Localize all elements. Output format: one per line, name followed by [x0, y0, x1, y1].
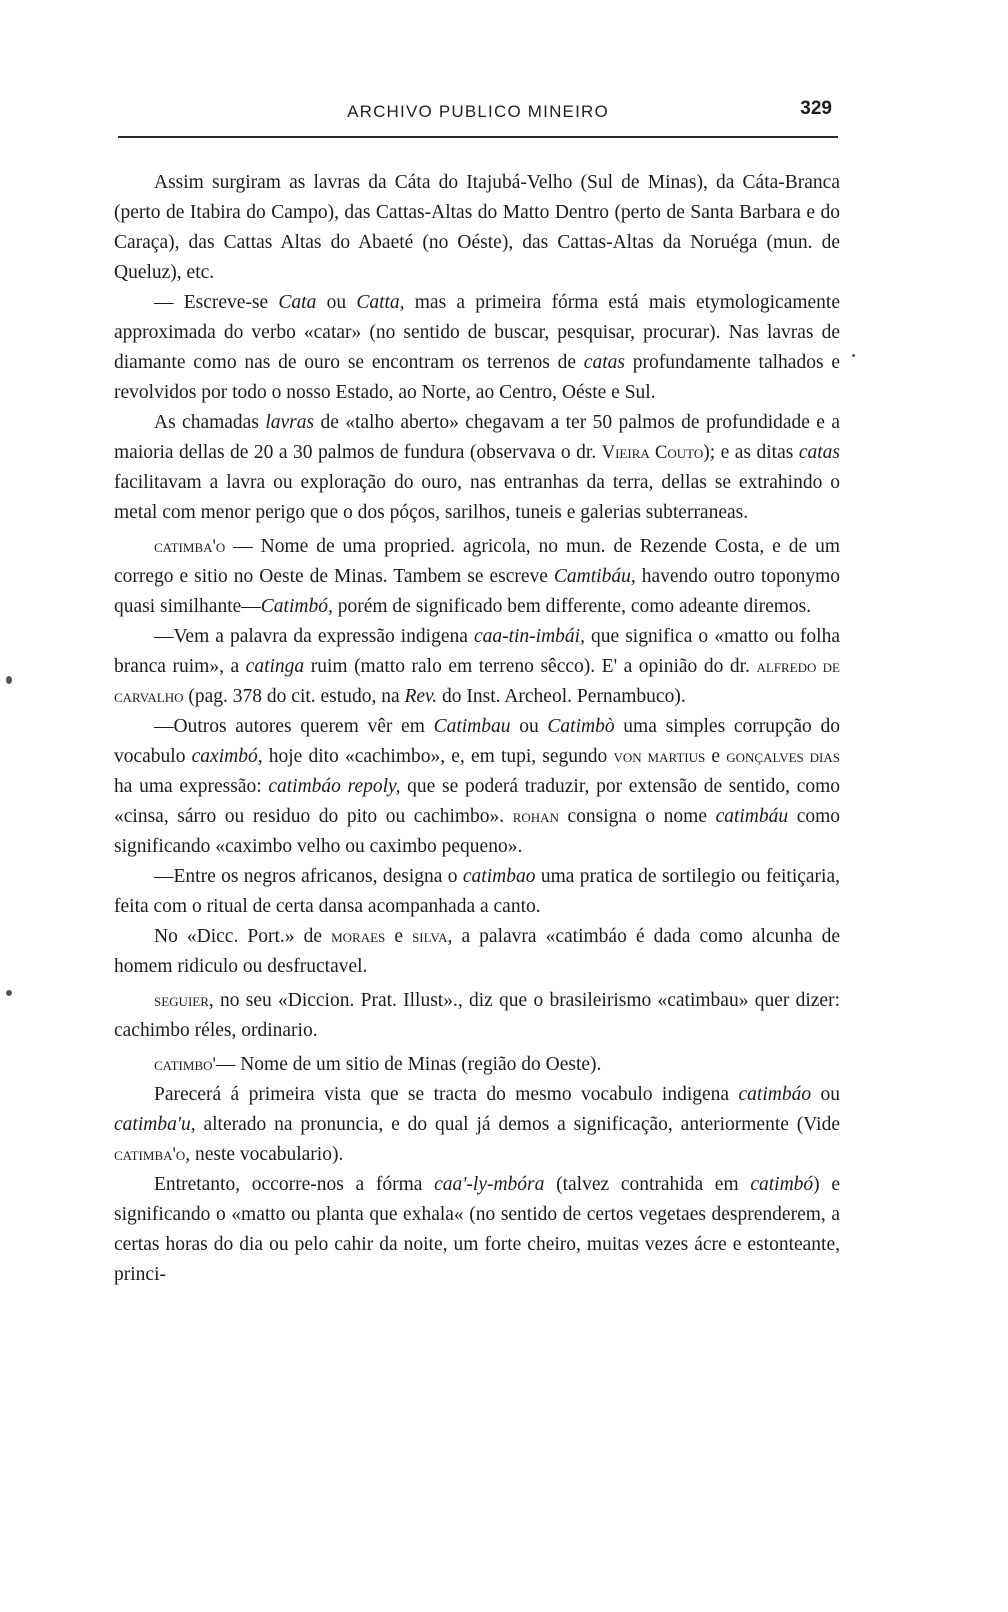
paragraph [114, 922, 840, 982]
text-run: ) e significando o «matto ou planta que exhala« (no sentido de certos vegetaes desprenderem, a certas horas do dia ou pelo cahir da noite, um forte cheiro, muitas vezes ácre e estonteante, princi- [114, 1174, 840, 1285]
small-caps-name: moraes [331, 926, 386, 947]
italic-term: Catimbò [547, 716, 615, 737]
text-run: , a palavra «catimbáo é dada como alcunha de homem ridiculo ou desfructavel. [114, 926, 841, 977]
text-run: —Vem a palavra da expressão indigena [154, 626, 474, 647]
italic-term: Rev. [404, 686, 438, 707]
paragraph [114, 712, 840, 862]
small-caps-name: catimba'o [154, 536, 226, 557]
italic-term: catimbó [750, 1174, 814, 1195]
text-run: —Entre os negros africanos, designa o [154, 866, 463, 887]
paragraph [114, 986, 840, 1046]
paragraph [114, 288, 840, 408]
page-number: 329 [800, 98, 832, 119]
text-run: ha uma expressão: [114, 776, 269, 797]
text-run: mas a primeira fórma está mais etymologicamente approximada do verbo «catar» (no sentido de buscar, pesquisar, procurar). Nas lavras de diamante como nas de ouro se encontram os terrenos de [114, 292, 840, 373]
paragraph [114, 622, 840, 712]
italic-term: catimba'u, [114, 1114, 196, 1135]
margin-mark [6, 990, 12, 996]
italic-term: catas [583, 352, 625, 373]
text-run: Parecerá á primeira vista que se tracta do mesmo vocabulo indigena [154, 1084, 739, 1105]
text-run: e [705, 746, 727, 767]
italic-term: Catimbó, [260, 596, 333, 617]
text-run: Entretanto, occorre-nos a fórma [154, 1174, 435, 1195]
paragraph [114, 1080, 840, 1170]
italic-term: Catimbau [433, 716, 511, 737]
text-run: havendo outro toponymo quasi similhante— [114, 566, 840, 617]
paragraph [114, 408, 840, 528]
text-run: ou [811, 1084, 841, 1105]
text-run: , no seu «Diccion. Prat. Illust»., diz que o brasileirismo «catimbau» quer dizer: cachimbo réles, ordinario. [114, 990, 840, 1041]
text-run: uma pratica de sortilegio ou feitiçaria, feita com o ritual de certa dansa acompanhada a canto. [114, 866, 840, 917]
text-run: ou [316, 292, 357, 313]
body-text [114, 168, 840, 1290]
small-caps-name: silva [412, 926, 448, 947]
text-run: de «talho aberto» chegavam a ter 50 palmos de profundidade e a maioria dellas de 20 a 30 palmos de fundura (observava o dr. [114, 412, 840, 463]
text-run: —Outros autores querem vêr em [154, 716, 434, 737]
paragraph [114, 168, 840, 288]
text-run: As chamadas [154, 412, 266, 433]
text-run: que significa o «matto ou folha branca ruim», a [114, 626, 840, 677]
paragraph [114, 1170, 840, 1290]
running-head [118, 98, 838, 136]
text-run: como significando «caximbo velho ou caximbo pequeno». [114, 806, 841, 857]
text-run: — Nome de uma propried. agricola, no mun. de Rezende Costa, e de um corrego e sitio no Oeste de Minas. Tambem se escreve [114, 536, 840, 587]
small-caps-name: alfredo de carvalho [114, 656, 840, 707]
header-rule [118, 136, 838, 138]
italic-term: lavras [265, 412, 315, 433]
text-run: profundamente talhados e revolvidos por todo o nosso Estado, ao Norte, ao Centro, Oéste e Sul. [114, 352, 840, 403]
text-run: e [385, 926, 413, 947]
italic-term: catimbáo [738, 1084, 812, 1105]
text-run: No «Dicc. Port.» de [154, 926, 332, 947]
italic-term: caximbó, [191, 746, 263, 767]
small-caps-name: gonçalves dias [726, 746, 841, 767]
text-run: ); e as ditas [703, 442, 799, 463]
text-run: alterado na pronuncia, e do qual já demos a significação, anteriormente (Vide [195, 1114, 840, 1135]
text-run: que se poderá traduzir, por extensão de sentido, como «cinsa, sárro ou residuo do pito ou cachimbo». [114, 776, 840, 827]
text-run: porém de significado bem differente, como adeante diremos. [332, 596, 812, 617]
italic-term: Catta, [356, 292, 405, 313]
italic-term: caa-tin-imbái, [473, 626, 585, 647]
paragraph [114, 862, 840, 922]
italic-term: catimbáo repoly, [268, 776, 401, 797]
small-caps-name: seguier [154, 990, 209, 1011]
italic-term: Cata [278, 292, 317, 313]
text-run: , neste vocabulario). [185, 1144, 344, 1165]
journal-title: ARCHIVO PUBLICO MINEIRO [347, 102, 609, 121]
small-caps-name: catimba'o [114, 1144, 186, 1165]
text-run: uma simples corrupção do vocabulo [114, 716, 841, 767]
text-run: — Nome de um sitio de Minas (região do Oeste). [215, 1054, 602, 1075]
text-run: do Inst. Archeol. Pernambuco). [437, 686, 686, 707]
print-speck [852, 354, 855, 357]
text-run: ou [510, 716, 548, 737]
italic-term: catinga [245, 656, 305, 677]
paragraph [114, 1050, 840, 1080]
italic-term: catimbao [462, 866, 536, 887]
text-run: facilitavam a lavra ou exploração do ouro, nas entranhas da terra, dellas se extrahindo o metal com menor perigo que o dos póços, sarilhos, tuneis e galerias subterraneas. [114, 472, 840, 523]
text-run: (talvez contrahida em [544, 1174, 751, 1195]
small-caps-name: Vieira Couto [601, 442, 704, 463]
text-run: — Escreve-se [154, 292, 279, 313]
text-run: ruim (matto ralo em terreno sêcco). E' a opinião do dr. [304, 656, 757, 677]
text-run: consigna o nome [558, 806, 716, 827]
small-caps-name: von martius [613, 746, 706, 767]
margin-mark [6, 676, 12, 684]
italic-term: catimbáu [715, 806, 789, 827]
text-run: hoje dito «cachimbo», e, em tupi, segundo [262, 746, 614, 767]
italic-term: caa'-ly-mbóra [434, 1174, 545, 1195]
text-run: (pag. 378 do cit. estudo, na [183, 686, 405, 707]
italic-term: Camtibáu, [553, 566, 636, 587]
italic-term: catas [798, 442, 840, 463]
small-caps-name: rohan [512, 806, 559, 827]
text-run: Assim surgiram as lavras da Cáta do Itajubá-Velho (Sul de Minas), da Cáta-Branca (perto de Itabira do Campo), das Cattas-Altas do Matto Dentro (perto de Santa Barbara e do Caraça), das Cattas Altas do Abaeté (no Oéste), das Cattas-Altas da Noruéga (mun. de Queluz), etc. [114, 172, 840, 283]
small-caps-name: catimbo' [154, 1054, 216, 1075]
paragraph [114, 532, 840, 622]
